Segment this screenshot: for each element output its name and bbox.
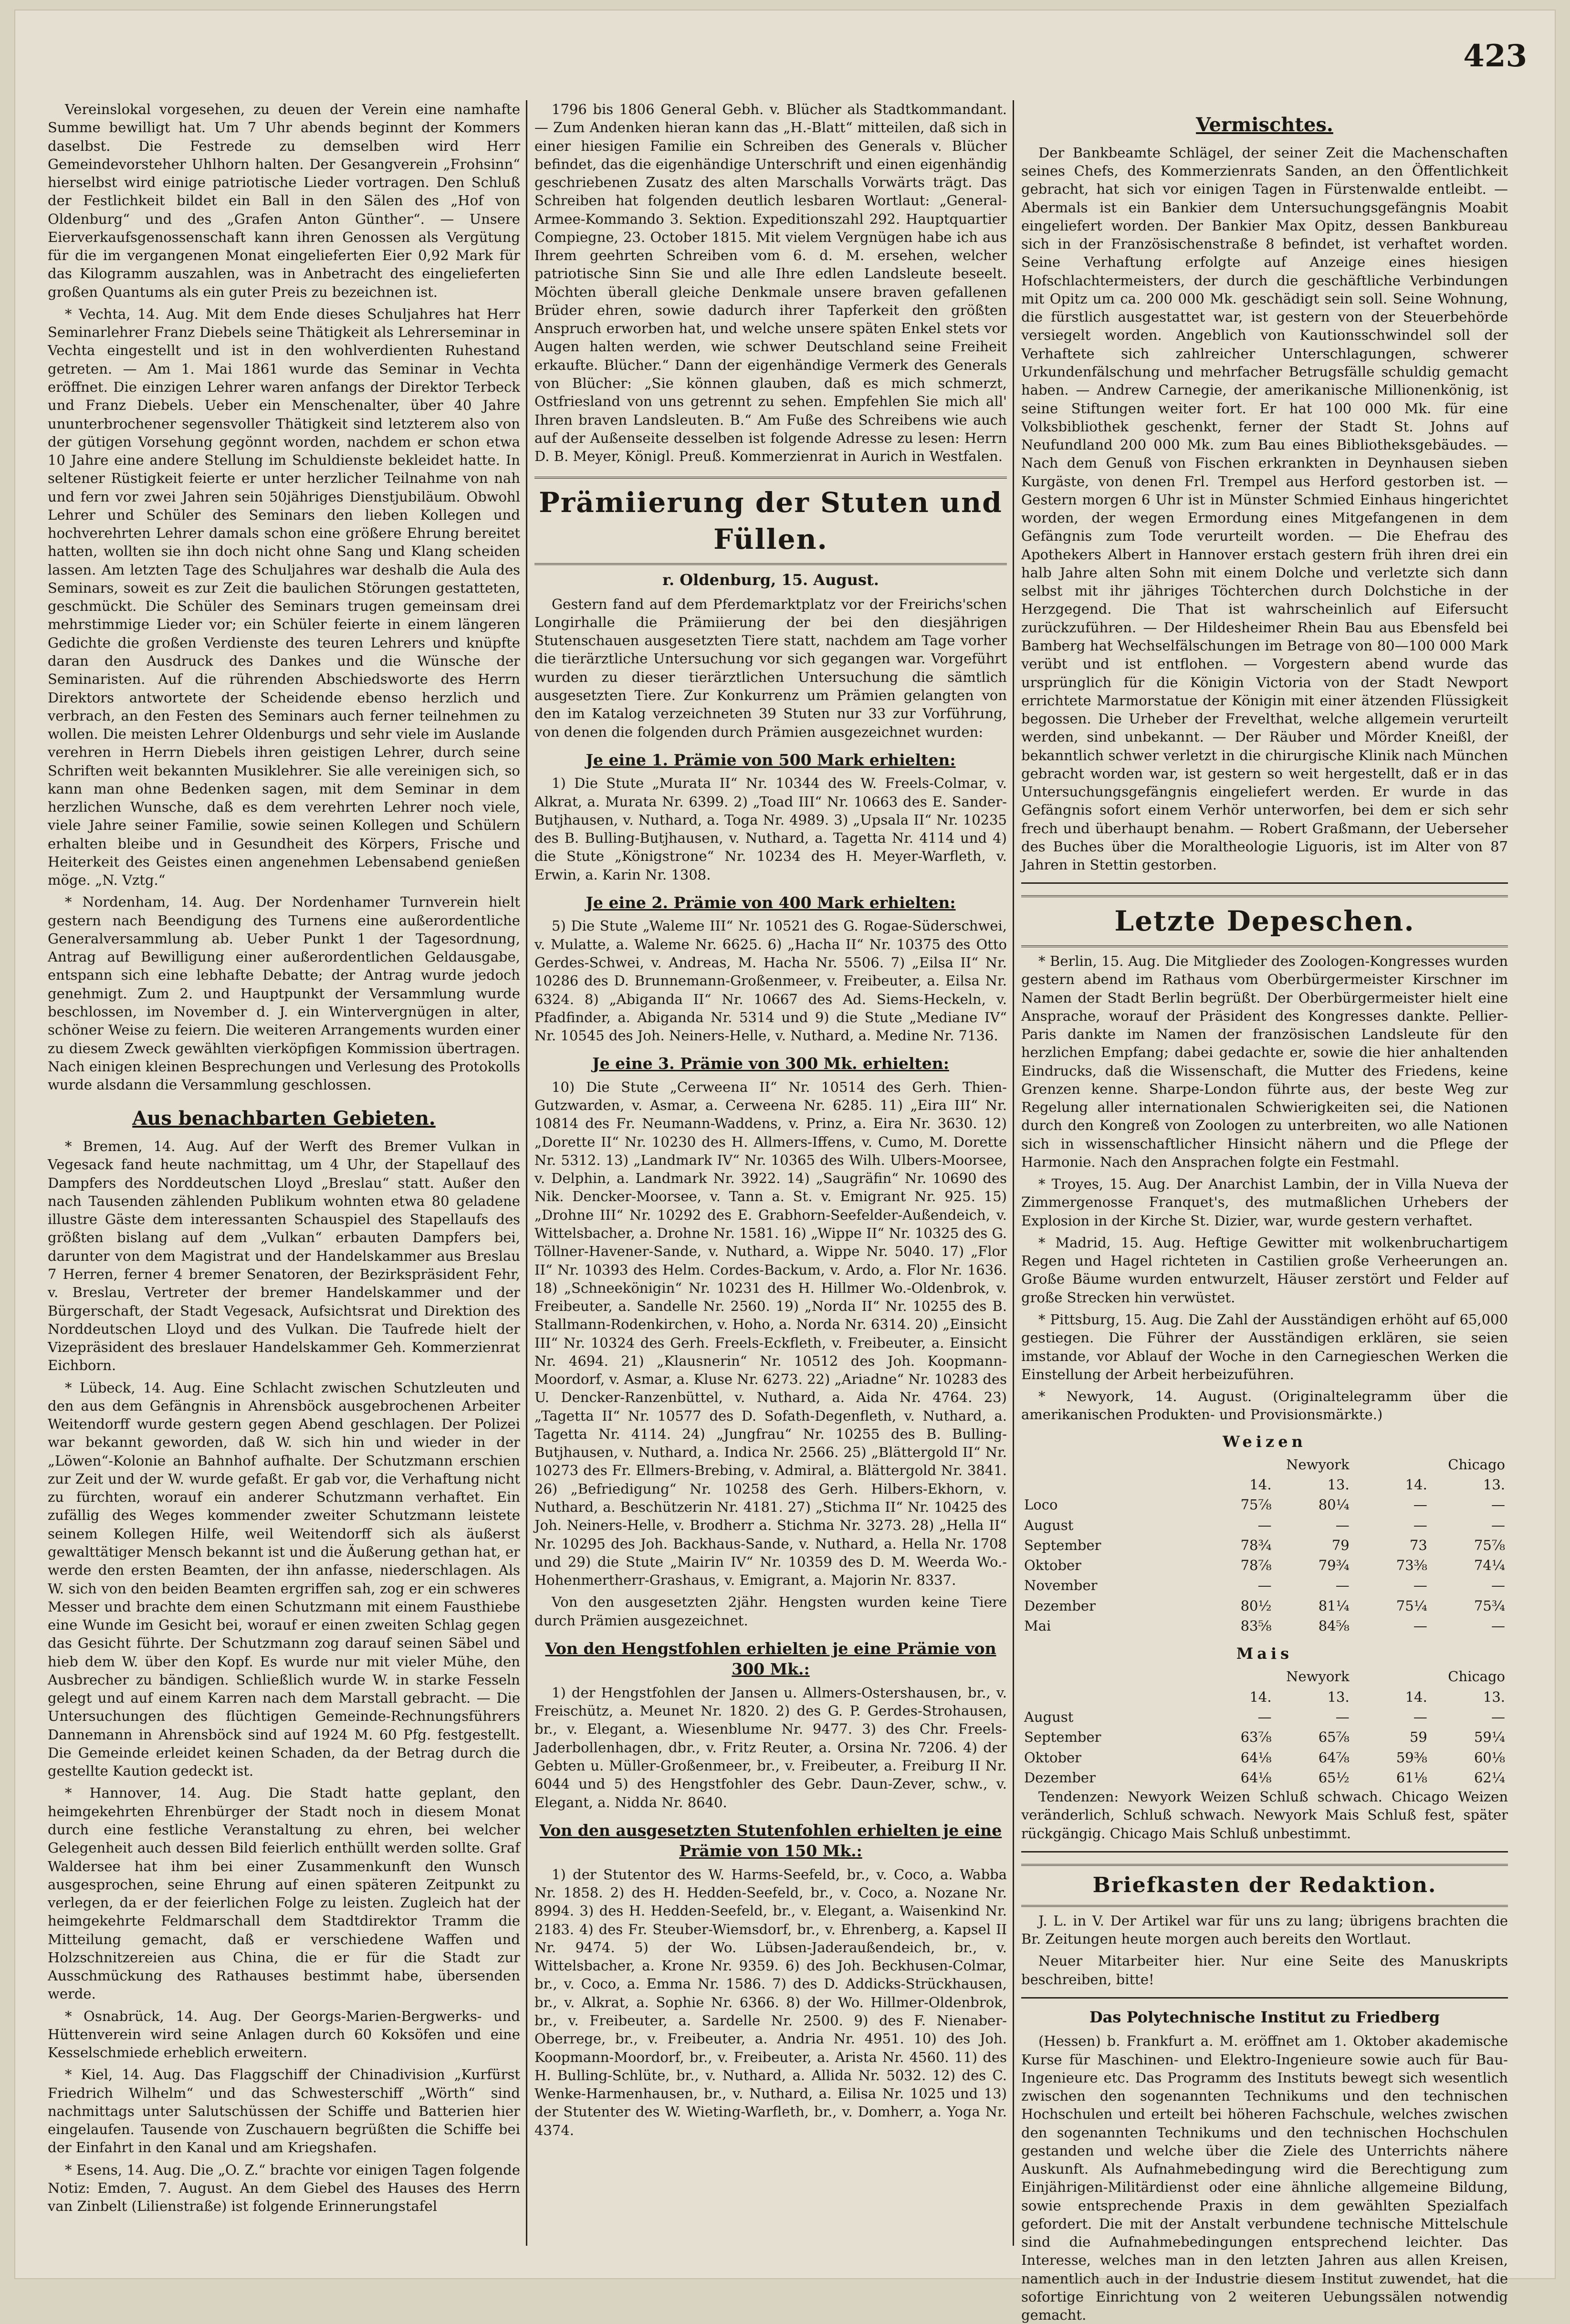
price-cell: 79¾: [1318, 1557, 1350, 1574]
date-header: 13.: [1327, 1688, 1350, 1705]
page-number: 423: [1463, 38, 1527, 74]
tendenzen: Tendenzen: Newyork Weizen Schluß schwach. Chicago Weizen veränderlich, Schluß schwach. Newyork Mais Schluß fest, später rückgängig. Chicago Mais Schluß unbestimmt.: [1021, 1789, 1508, 1842]
price-cell: 63⅞: [1240, 1729, 1272, 1746]
price-cell: —: [1413, 1617, 1427, 1634]
price-cell: 73⅜: [1396, 1557, 1427, 1574]
market-header: Chicago: [1448, 1456, 1505, 1473]
price-cell: 75⅞: [1474, 1537, 1505, 1553]
row-label: Mai: [1024, 1617, 1051, 1634]
price-cell: —: [1491, 1517, 1505, 1533]
price-cell: —: [1257, 1709, 1272, 1725]
price-cell: 61⅛: [1396, 1769, 1427, 1786]
prize-list: 1) Die Stute „Murata II“ Nr. 10344 des W. Freels-Colmar, v. Alkrat, a. Murata Nr. 6399. 2) „Toad III“ Nr. 10663 des E. Sander-Butjhausen, v. Nuthard, a. Toga Nr. 4989. 3) „Upsala II“ Nr. 10235 des B. Bulling-Butjhausen, v. Nuthard, a. Tagetta Nr. 4114 und 4) die Stute „Königstrone“ Nr. 10234 des H. Meyer-Warfleth, v. Erwin, a. Karin Nr. 1308.: [534, 775, 1007, 883]
row-label: August: [1024, 1709, 1074, 1725]
table-row: [1021, 1495, 1508, 1515]
price-cell: 59: [1409, 1729, 1427, 1746]
stallion-note: Von den ausgesetzten 2jähr. Hengsten wurden keine Tiere durch Prämien ausgezeichnet.: [534, 1594, 1007, 1629]
price-cell: 79: [1331, 1537, 1350, 1553]
column-divider: [526, 100, 527, 2246]
price-cell: —: [1491, 1577, 1505, 1594]
dispatch-berlin: * Berlin, 15. Aug. Die Mitglieder des Zoologen-Kongresses wurden gestern abend im Rathaus vom Oberbürgermeister Kirschner im Namen der Stadt Berlin begrüßt. Der Oberbürgermeister hielt eine Ansprache, worauf der Präsident des Kongresses dankte. Pellier-Paris dankte im Namen der französischen Landsleute für den herzlichen Empfang; dabei gedachte er, sowie die hier anhaltenden Eindrucks, daß die Wissenschaft, die Mutter des Friedens, keine Grenzen kenne. Sharpe-London führte aus, der beste Weg zur Regelung aller internationalen Schwierigkeiten sei, die Nationen durch den Kongreß von Zoologen zu unterbreiten, wo alle Nationen sich in wissenschaftlicher Hinsicht nähern und die Pflege der Harmonie. Nach den Ansprachen folgte ein Festmahl.: [1021, 953, 1508, 1170]
price-cell: —: [1257, 1577, 1272, 1594]
section-title: Vermischtes.: [1196, 114, 1333, 136]
price-cell: 64⅛: [1240, 1749, 1272, 1766]
prize-heading: Von den ausgesetzten Stutenfohlen erhielten je eine Prämie von 150 Mk.:: [539, 1821, 1002, 1861]
row-label: September: [1024, 1729, 1101, 1746]
price-cell: —: [1491, 1709, 1505, 1725]
column-3: [1021, 100, 1508, 2324]
price-cell: 81¼: [1318, 1597, 1350, 1614]
weizen-table: [1021, 1455, 1508, 1636]
column-1: [48, 100, 520, 2246]
price-cell: 60⅛: [1474, 1749, 1505, 1766]
price-cell: —: [1413, 1577, 1427, 1594]
article-hannover: * Hannover, 14. Aug. Die Stadt hatte geplant, den heimgekehrten Ehrenbürger der Stadt noch in diesem Monat durch eine festliche Veranstaltung zu ehren, bei welcher Gelegenheit auch dessen Bild feierlich enthüllt werden sollte. Graf Waldersee hat ihm bei einer Zusammenkunft den Wunsch ausgesprochen, seine Ehrung auf einen späteren Zeitpunkt zu verlegen, da er der feierlichen Folge zu leisten. Zugleich hat der heimgekehrte Feldmarschall dem Stadtdirektor Tramm die Mitteilung gemacht, daß er verschiedene Waffen und Holzschnitzereien aus China, die er für die Stadt zur Ausschmückung des Rathauses bestimmt habe, übersenden werde.: [48, 1785, 520, 2002]
date-header: 14.: [1405, 1476, 1427, 1493]
newspaper-page: [14, 10, 1556, 2324]
table-row: [1021, 1555, 1508, 1575]
price-cell: 84⅝: [1318, 1617, 1350, 1634]
table-row: [1021, 1707, 1508, 1727]
table-row: [1021, 1596, 1508, 1616]
article-continuation: 1796 bis 1806 General Gebh. v. Blücher als Stadtkommandant. — Zum Andenken hieran kann das „H.-Blatt“ mitteilen, daß sich in einer hiesigen Familie ein Schreiben des Generals v. Blücher befindet, das die eigenhändige Unterschrift und einen eigenhändig geschriebenen Zusatz des alten Marschalls Vorwärts trägt. Das Schreiben hat folgenden deutlich lesbaren Wortlaut: „General-Armee-Kommando 3. Sektion. Expeditionszahl 292. Hauptquartier Compiegne, 23. October 1815. Mit vielem Vergnügen habe ich aus Ihrem geehrten Schreiben vom 6. d. M. ersehen, welcher patriotische Sinn Sie und alle Ihre edlen Landsleute beseelt. Möchten überall gleiche Denkmale unsere braven gefallenen Brüder ehren, sowie dadurch ihrer Tapferkeit den größten Anspruch erworben hat, und welche unsere späten Enkel stets vor Augen halten werden, wie schwer Deutschland seine Freiheit erkaufte. Blücher.“ Dann der eigenhändige Vermerk des Generals von Blücher: „Sie können glauben, daß es mich schmerzt, Ostfriesland von uns getrennt zu sehen. Empfehlen Sie mich all' Ihren braven Landsleuten. B.“ Am Fuße des Schreibens wie auch auf der Außenseite desselben ist folgende Adresse zu lesen: Herrn D. B. Meyer, Königl. Preuß. Kommerzienrat in Aurich in Westfalen.: [534, 101, 1007, 465]
price-cell: 64⅛: [1240, 1769, 1272, 1786]
price-cell: 78⅞: [1240, 1557, 1272, 1574]
mais-table: [1021, 1666, 1508, 1788]
price-cell: 64⅞: [1318, 1749, 1350, 1766]
date-header: 14.: [1249, 1688, 1272, 1705]
prize-heading: Je eine 2. Prämie von 400 Mark erhielten:: [586, 893, 956, 912]
article-vechta: * Vechta, 14. Aug. Mit dem Ende dieses Schuljahres hat Herr Seminarlehrer Franz Diebels seine Thätigkeit als Lehrerseminar in Vechta eingestellt und ist in den wohlverdienten Ruhestand getreten. — Am 1. Mai 1861 wurde das Seminar in Vechta eröffnet. Die einzigen Lehrer waren anfangs der Direktor Terbeck und Franz Diebels. Ueber ein Menschenalter, über 40 Jahre ununterbrochener segensvoller Thätigkeit sind letzterem also von der gütigen Vorsehung gegönnt worden, nachdem er schon etwa 10 Jahre eine andere Stellung im Schuldienste bekleidet hatte. In seltener Rüstigkeit feierte er unter herzlicher Teilnahme von nah und fern vor zwei Jahren sein 50jähriges Dienstjubiläum. Obwohl Lehrer und Schüler des Seminars den lieben Kollegen und hochverehrten Lehrer damals schon eine größere Ehrung bereitet hatten, wollten sie ihn doch nicht ohne Sang und Klang scheiden lassen. Am letzten Tage des Schuljahres war deshalb die Aula des Seminars, soweit es zur Zeit die baulichen Störungen gestatteten, geschmückt. Die Schüler des Seminars trugen gemeinsam drei mehrstimmige Lieder vor; ein Schüler feierte in einem längeren Gedichte die großen Verdienste des teuren Lehrers und knüpfte daran den Ausdruck des Dankes und die Wünsche der Seminaristen. Auf die rührenden Abschiedsworte des Herrn Direktors antwortete der Scheidende ebenso herzlich und verbrach, an den Festen des Seminars auch ferner teilnehmen zu wollen. Die meisten Lehrer Oldenburgs und sehr viele im Auslande verehren in Herrn Diebels ihren geistigen Lehrer, durch seine Schriften weit bekannten Musiklehrer. Sie alle vereinigen sich, so kann man ohne Bedenken sagen, mit dem Seminar in dem herzlichen Wunsche, daß es dem verehrten Lehrer noch viele, viele Jahre seiner Familie, sowie seinen Kollegen und Schülern erhalten bleibe und in Gesundheit des Körpers, Frische und Heiterkeit des Geistes einen angenehmen Lebensabend genießen möge. „N. Vztg.“: [48, 305, 520, 889]
prize-list: 1) der Stutentor des W. Harms-Seefeld, br., v. Coco, a. Wabba Nr. 1858. 2) des H. Hedden-Seefeld, br., v. Coco, a. Nozane Nr. 8994. 3) des H. Hedden-Seefeld, br., v. Elegant, a. Waisenkind Nr. 2183. 4) des Fr. Steuber-Wiemsdorf, br., v. Ehrenberg, a. Kapsel II Nr. 9474. 5) der Wo. Lübsen-Jaderaußendeich, br., v. Wittelsbacher, a. Krone Nr. 9359. 6) des Joh. Beckhusen-Colmar, br., v. Coco, a. Emma Nr. 1586. 7) des D. Addicks-Strückhausen, br., v. Alkrat, a. Sophie Nr. 6366. 8) der Wo. Hillmer-Oldenbrok, br., v. Freibeuter, a. Sardelle Nr. 2500. 9) des F. Nienaber-Oberrege, br., v. Freibeuter, a. Andria Nr. 4951. 10) des Joh. Koopmann-Moordorf, br., v. Freibeuter, a. Arista Nr. 4560. 11) des H. Bulling-Schlüte, br., v. Nuthard, a. Allida Nr. 5032. 12) des C. Wenke-Harmenhausen, br., v. Nuthard, a. Eilisa Nr. 1025 und 13) der Stutenter des W. Wieting-Warfleth, br., v. Domherr, a. Yoga Nr. 4374.: [534, 1866, 1007, 2138]
headline-briefkasten: Briefkasten der Redaktion.: [1021, 1864, 1508, 1907]
table-row: [1021, 1616, 1508, 1636]
dateline: r. Oldenburg, 15. August.: [662, 571, 879, 589]
column-2: [534, 100, 1007, 2246]
table-row: [1021, 1575, 1508, 1595]
price-cell: 80¼: [1318, 1497, 1350, 1513]
article-osnabrueck: * Osnabrück, 14. Aug. Der Georgs-Marien-Bergwerks- und Hüttenverein wird seine Anlagen durch 60 Koksöfen und eine Kesselschmiede erheblich erweitern.: [48, 2008, 520, 2061]
price-cell: —: [1413, 1497, 1427, 1513]
market-header: Newyork: [1286, 1668, 1350, 1685]
date-header: 14.: [1405, 1688, 1427, 1705]
mais-title: Mais: [1236, 1644, 1293, 1663]
prize-list: 1) der Hengstfohlen der Jansen u. Allmers-Ostershausen, br., v. Freischütz, a. Meunet Nr. 1820. 2) des G. P. Gerdes-Strohausen, br., v. Elegant, a. Wiesenblume Nr. 9477. 3) des Chr. Freels-Jaderbollenhagen, dbr., v. Fritz Reuter, a. Orsina Nr. 7206. 4) der Gebten u. Müller-Großenmeer, br., v. Freibeuter, a. Freiburg II Nr. 6044 und 5) des Hengstfohler des Gebr. Daun-Zever, schw., v. Elegant, a. Nidda Nr. 8640.: [534, 1684, 1007, 1811]
date-header: 13.: [1327, 1476, 1350, 1493]
article-esens: * Esens, 14. Aug. Die „O. Z.“ brachte vor einigen Tagen folgende Notiz: Emden, 7. August. An dem Giebel des Hauses des Herrn van Zinbelt (Lilienstraße) ist folgende Erinnerungstafel: [48, 2161, 520, 2215]
price-cell: 65½: [1318, 1769, 1350, 1786]
table-row: [1021, 1515, 1508, 1535]
date-header: 14.: [1249, 1476, 1272, 1493]
row-label: Dezember: [1024, 1597, 1096, 1614]
row-label: Oktober: [1024, 1557, 1082, 1574]
table-row: [1021, 1727, 1508, 1747]
divider: [1021, 1997, 1508, 1999]
row-label: Loco: [1024, 1497, 1058, 1513]
institute-text: (Hessen) b. Frankfurt a. M. eröffnet am 1. Oktober akademische Kurse für Maschinen- und Elektro-Ingenieure sowie auch für Bau-Ingenieure etc. Das Programm des Instituts bewegt sich wesentlich zwischen den sogenannten Technikums und den technischen Hochschulen und erteilt bei höheren Fachschule, welches zwischen den sogenannten Technikums und den technischen Hochschulen gestanden und welche über die Ziele des Unterrichts nähere Auskunft. Als Aufnahmebedingung wird die Berechtigung zum Einjährigen-Militärdienst oder eine ähnliche allgemeine Bildung, sowie entsprechende Praxis in dem gewählten Spezialfach gefordert. Die mit der Anstalt verbundene technische Mittelschule sind die Aufnahmebedingungen entsprechend leichter. Das Interesse, welches man in den letzten Jahren aus allen Kreisen, namentlich auch in der Industrie diesem Institut zuwendet, hat die sofortige Einrichtung von 2 weiteren Uebungssälen notwendig gemacht.: [1021, 2033, 1508, 2324]
price-cell: —: [1413, 1517, 1427, 1533]
price-cell: —: [1257, 1517, 1272, 1533]
row-label: August: [1024, 1517, 1074, 1533]
article-luebeck: * Lübeck, 14. Aug. Eine Schlacht zwischen Schutzleuten und den aus dem Gefängnis in Ahrensböck ausgebrochenen Arbeiter Weitendorff wurde gestern gegen Abend geschlagen. Der Polizei war bekannt geworden, daß W. sich hin und wieder in der „Löwen“-Kolonie an Bahnhof aufhalte. Der Schutzmann erschien zur Zeit und der W. wurde gefaßt. Er gab vor, die Verhaftung nicht zu fürchten, worauf ein anderer Schutzmann verhaftet. Ein zufällig des Weges kommender zweiter Schutzmann leistete seinem Kollegen Hilfe, weil Weitendorff sich als äußerst gewalttätiger Mensch bekannt ist und die Äußerung gethan hat, er werde den ersten Beamten, der ihn anfasse, niederschlagen. Als W. sich von den beiden Beamten ergriffen sah, zog er ein schweres Messer und brachte dem einen Schutzmann mit einem Fausthiebe eine Wunde im Gesicht bei, worauf er einen zweiten Schlag gegen das Gesicht führte. Der Schutzmann zog darauf seinen Säbel und hieb dem W. über den Kopf. Es wurde nur mit vieler Mühe, den Ausbrecher zu bändigen. Schließlich wurde W. in starke Fesseln gelegt und auf einem Karren nach dem Marstall gebracht. — Die Untersuchungen des flüchtigen Gemeinde-Rechnungsführers Dannemann in Ahrensböck sind auf 1924 M. 60 Pfg. festgestellt. Die Gemeinde erleidet keinen Schaden, da der Betrag durch die gestellte Kaution gedeckt ist.: [48, 1379, 520, 1780]
dispatch-troyes: * Troyes, 15. Aug. Der Anarchist Lambin, der in Villa Nueva der Zimmergenosse Franquet's, des mutmaßlichen Urhebers der Explosion in der Kirche St. Dizier, war, wurde gestern verhaftet.: [1021, 1176, 1508, 1229]
price-cell: —: [1491, 1617, 1505, 1634]
brief-note: Neuer Mitarbeiter hier. Nur eine Seite des Manuskripts beschreiben, bitte!: [1021, 1953, 1508, 1988]
row-label: September: [1024, 1537, 1101, 1553]
table-row: [1021, 1748, 1508, 1768]
price-cell: 65⅞: [1318, 1729, 1350, 1746]
price-cell: 62¼: [1474, 1769, 1505, 1786]
price-cell: 83⅝: [1240, 1617, 1272, 1634]
prize-list: 5) Die Stute „Waleme III“ Nr. 10521 des G. Rogae-Süderschwei, v. Mulatte, a. Waleme Nr. 6625. 6) „Hacha II“ Nr. 10375 des Otto Gerdes-Schwei, v. Andreas, M. Hacha Nr. 5506. 7) „Eilsa II“ Nr. 10286 des D. Brunnemann-Großenmeer, v. Freibeuter, a. Eilsa Nr. 6324. 8) „Abiganda II“ Nr. 10667 des Ad. Siems-Heckeln, v. Pfadfinder, a. Abiganda Nr. 5314 und 9) die Stute „Mediane IV“ Nr. 10545 des Joh. Neiners-Helle, v. Nuthard, a. Medine Nr. 7136.: [534, 918, 1007, 1044]
row-label: Dezember: [1024, 1769, 1096, 1786]
table-row: [1021, 1768, 1508, 1788]
headline-praemiierung: Prämiierung der Stuten und Füllen.: [534, 477, 1007, 565]
table-row: [1021, 1535, 1508, 1555]
price-cell: 73: [1409, 1537, 1427, 1553]
article-kiel: * Kiel, 14. Aug. Das Flaggschiff der Chinadivision „Kurfürst Friedrich Wilhelm“ und das Schwesterschiff „Wörth“ sind nachmittags unter Salutschüssen der Schiffe und Batterien hier eingelaufen. Tausende von Zuschauern begrüßten die Schiffe bei der Einfahrt in den Kanal und am Kriegshafen.: [48, 2066, 520, 2156]
prize-list: 10) Die Stute „Cerweena II“ Nr. 10514 des Gerh. Thien-Gutzwarden, v. Asmar, a. Cerweena Nr. 6285. 11) „Eira III“ Nr. 10814 des Fr. Neumann-Waddens, v. Prinz, a. Eira Nr. 3630. 12) „Dorette II“ Nr. 10230 des H. Allmers-Iffens, v. Cumo, M. Dorette Nr. 5312. 13) „Landmark IV“ Nr. 10365 des Wilh. Ulbers-Moorsee, v. Delphin, a. Landmark Nr. 3922. 14) „Saugräfin“ Nr. 10690 des Nik. Dencker-Moorsee, v. Tann a. St. v. Emigrant Nr. 925. 15) „Drohne III“ Nr. 10292 des E. Grabhorn-Seefelder-Außendeich, v. Wittelsbacher, a. Drohne Nr. 1581. 16) „Wippe II“ Nr. 10325 des G. Töllner-Havener-Sande, v. Nuthard, a. Wippe Nr. 5040. 17) „Flor II“ Nr. 10393 des Helm. Cordes-Backum, v. Ardo, a. Flor Nr. 1636. 18) „Schneekönigin“ Nr. 10231 des H. Hillmer Wo.-Oldenbrok, v. Freibeuter, a. Sandelle Nr. 2560. 19) „Norda II“ Nr. 10255 des B. Stallmann-Rodenkirchen, v. Hoho, a. Norda Nr. 6314. 20) „Einsicht III“ Nr. 10324 des Gerh. Freels-Eckfleth, v. Freibeuter, a. Einsicht Nr. 4694. 21) „Klausnerin“ Nr. 10512 des Joh. Koopmann-Moordorf, v. Asmar, a. Kluse Nr. 6273. 22) „Ariadne“ Nr. 10283 des U. Dencker-Ranzenbüttel, v. Nuthard, a. Aida Nr. 4764. 23) „Tagetta II“ Nr. 10577 des D. Sofath-Degenfleth, v. Nuthard, a. Tagetta Nr. 4114. 24) „Jungfrau“ Nr. 10255 des B. Bulling-Butjhausen, v. Nuthard, a. Indica Nr. 2566. 25) „Blättergold II“ Nr. 10273 des Fr. Ellmers-Brebing, v. Admiral, a. Blättergold Nr. 3841. 26) „Befriedigung“ Nr. 10258 des Gerh. Hilbers-Ekhorn, v. Nuthard, a. Beschützerin Nr. 4181. 27) „Stichma II“ Nr. 10425 des Joh. Neiners-Helle, v. Brodherr a. Stichma Nr. 3273. 28) „Hella II“ Nr. 10295 des Joh. Backhaus-Sande, v. Nuthard, a. Hella Nr. 1708 und 29) die Stute „Mairin IV“ Nr. 10359 des D. M. Weerda Wo.-Hohenmertherr-Grashaus, v. Emigrant, a. Majorin Nr. 8337.: [534, 1078, 1007, 1589]
price-cell: —: [1335, 1577, 1350, 1594]
market-header: Chicago: [1448, 1668, 1505, 1685]
price-cell: 78¾: [1240, 1537, 1272, 1553]
dispatch-pittsburg: * Pittsburg, 15. Aug. Die Zahl der Ausständigen erhöht auf 65,000 gestiegen. Die Führer der Ausständigen erklären, sie seien imstande, vor Ablauf der Woche in den Carnegieschen Werken die Einstellung der Arbeit herbeizuführen.: [1021, 1311, 1508, 1382]
prize-heading: Je eine 1. Prämie von 500 Mark erhielten:: [586, 750, 956, 769]
weizen-title: Weizen: [1223, 1432, 1307, 1451]
brief-note: J. L. in V. Der Artikel war für uns zu lang; übrigens brachten die Br. Zeitungen heute morgen auch bereits den Wortlaut.: [1021, 1912, 1508, 1947]
price-cell: 75¾: [1474, 1597, 1505, 1614]
headline-depeschen: Letzte Depeschen.: [1021, 895, 1508, 947]
divider: [1021, 882, 1508, 884]
date-header: 13.: [1483, 1688, 1505, 1705]
divider: [1021, 1851, 1508, 1853]
price-cell: 74¼: [1474, 1557, 1505, 1574]
price-cell: —: [1335, 1709, 1350, 1725]
price-cell: —: [1335, 1517, 1350, 1533]
vermischtes-text: Der Bankbeamte Schlägel, der seiner Zeit die Machenschaften seines Chefs, des Kommerzienrats Sanden, an den Öffentlichkeit gebracht, hat sich vor einigen Tagen in Fürstenwalde entleibt. — Abermals ist ein Bankier dem Untersuchungsgefängnis Moabit eingeliefert worden. Der Bankier Max Opitz, dessen Bankbureau sich in der Französischenstraße 8 befindet, ist verhaftet worden. Seine Verhaftung erfolgte auf Anzeige eines hiesigen Hofschlachtermeisters, der durch die geschäftliche Verbindungen mit Opitz um ca. 200 000 Mk. geschädigt sein soll. Seine Wohnung, die fürstlich ausgestattet war, ist gestern von der Steuerbehörde versiegelt worden. Angeblich von Kautionsschwindel soll der Verhaftete sich zahlreicher Unterschlagungen, schwerer Urkundenfälschung und mehrfacher Betrugsfälle schuldig gemacht haben. — Andrew Carnegie, der amerikanische Millionenkönig, ist seine Stiftungen weiter fort. Er hat 100 000 Mk. für eine Volksbibliothek geschenkt, ferner der Stadt St. Johns auf Neufundland 200 000 Mk. zum Bau eines Bibliotheksgebäudes. — Nach dem Genuß von Fischen erkrankten in Deynhausen sieben Kurgäste, von denen Frl. Trempel aus Herford gestorben ist. — Gestern morgen 6 Uhr ist in Münster Schmied Einhaus hingerichtet worden, der wegen Ermordung eines Mitgefangenen in dem Gefängnis zum Tode verurteilt worden. — Die Ehefrau des Apothekers Albert in Hannover erstach gestern früh ihren drei ein halb Jahre alten Sohn mit einem Dolche und verletzte sich dann selbst mit ihr jähriges Töchterchen durch Dolchstiche in der Herzgegend. Die That ist wahrscheinlich auf Eifersucht zurückzuführen. — Der Hildesheimer Rhein Bau aus Ebensfeld bei Bamberg hat Wechselfälschungen im Betrage von 80—100 000 Mark verübt und ist entflohen. — Vorgestern abend wurde das ursprünglich für die Königin Victoria von der Stadt Newport errichtete Marmorstatue der Königin mit einer ätzenden Flüssigkeit begossen. Die Urheber der Frevelthat, welche allgemein verurteilt werden, sind unbekannt. — Der Räuber und Mörder Kneißl, der bekanntlich schwer verletzt in die chirurgische Klinik nach München gebracht worden war, ist gestern so weit hergestellt, daß er in das Untersuchungsgefängnis eingeliefert werden. Er wurde in das Gefängnis sofort einem Verhör unterworfen, bei dem er sich sehr frech und überhaupt benahm. — Robert Graßmann, der Ueberseher des Buches über die Moraltheologie Liguoris, ist im Alter von 87 Jahren in Stettin gestorben.: [1021, 144, 1508, 873]
dispatch-newyork: * Newyork, 14. August. (Originaltelegramm über die amerikanischen Produkten- und Provisionsmärkte.): [1021, 1388, 1508, 1423]
lead-paragraph: Gestern fand auf dem Pferdemarktplatz vor der Freirichs'schen Longirhalle die Prämiierung der bei den diesjährigen Stutenschauen ausgesetzten Tiere statt, nachdem am Tage vorher die tierärztliche Untersuchung vor sich gegangen war. Vorgeführt wurden zu dieser tierärztlichen Untersuchung die sämtlich ausgesetzten Tiere. Zur Konkurrenz um Prämien gelangten von den im Katalog verzeichneten 39 Stuten nur 33 zur Vorführung, von denen die folgenden durch Prämien ausgezeichnet wurden:: [534, 596, 1007, 740]
price-cell: 75¼: [1396, 1597, 1427, 1614]
institute-title: Das Polytechnische Institut zu Friedberg: [1089, 2008, 1440, 2026]
row-label: Oktober: [1024, 1749, 1082, 1766]
price-cell: 75⅞: [1240, 1497, 1272, 1513]
article-bremen: * Bremen, 14. Aug. Auf der Werft des Bremer Vulkan in Vegesack fand heute nachmittag, um 4 Uhr, der Stapellauf des Dampfers des Norddeutschen Lloyd „Breslau“ statt. Außer den nach Tausenden zählenden Publikum wohnten etwa 80 geladene illustre Gäste dem interessanten Schauspiel des Stapellaufs des größten bislang auf dem „Vulkan“ erbauten Dampfers bei, darunter von dem Magistrat und der Handelskammer aus Breslau 7 Herren, ferner 4 bremer Senatoren, der Bezirkspräsident Fehr, v. Breslau, Vertreter der bremer Handelskammer und der Bürgerschaft, der Stadt Vegesack, Aufsichtsrat und Direktion des Norddeutschen Lloyd und des Vulkan. Die Taufrede hielt der Vizepräsident des breslauer Handelskammer Geh. Kommerzienrat Eichborn.: [48, 1138, 520, 1374]
section-title: Aus benachbarten Gebieten.: [132, 1107, 436, 1130]
price-cell: 59⅜: [1396, 1749, 1427, 1766]
article-paragraph: Vereinslokal vorgesehen, zu deuen der Verein eine namhafte Summe bewilligt hat. Um 7 Uhr abends beginnt der Kommers daselbst. Die Festrede zu demselben wird Herr Gemeindevorsteher Uhlhorn halten. Der Gesangverein „Frohsinn“ hierselbst wird einige patriotische Lieder vortragen. Den Schluß der Festlichkeit bildet ein Ball in den Sälen des „Hof von Oldenburg“ und des „Grafen Anton Günther“. — Unsere Eierverkaufsgenossenschaft kann ihren Genossen als Vergütung für die im vergangenen Monat eingelieferten Eier 0,92 Mark für das Kilogramm auszahlen, was in Anbetracht des eingelieferten großen Quantums als ein guter Preis zu bezeichnen ist.: [48, 101, 520, 300]
article-nordenham: * Nordenham, 14. Aug. Der Nordenhamer Turnverein hielt gestern nach Beendigung des Turnens eine außerordentliche Generalversammlung ab. Ueber Punkt 1 der Tagesordnung, Antrag auf Bewilligung einer außerordentlichen Geldausgabe, entspann sich eine lebhafte Debatte; der Antrag wurde jedoch genehmigt. Zum 2. und Hauptpunkt der Versammlung wurde beschlossen, im November d. J. ein Wintervergnügen in alter, schöner Weise zu feiern. Die weiteren Arrangements wurden einer zu diesem Zweck gewählten vierköpfigen Kommission übertragen. Nach einigen kleinen Besprechungen und Verlesung des Protokolls wurde alsdann die Versammlung geschlossen.: [48, 894, 520, 1093]
market-header: Newyork: [1286, 1456, 1350, 1473]
column-divider: [1013, 100, 1014, 2246]
prize-heading: Je eine 3. Prämie von 300 Mk. erhielten:: [592, 1054, 949, 1073]
row-label: November: [1024, 1577, 1098, 1594]
dispatch-madrid: * Madrid, 15. Aug. Heftige Gewitter mit wolkenbruchartigem Regen und Hagel richteten in Castilien große Verheerungen an. Große Bäume wurden entwurzelt, Häuser zerstört und Felder auf große Strecken hin verwüstet.: [1021, 1234, 1508, 1306]
price-cell: 59¼: [1474, 1729, 1505, 1746]
price-cell: —: [1413, 1709, 1427, 1725]
price-cell: —: [1491, 1497, 1505, 1513]
price-cell: 80½: [1240, 1597, 1272, 1614]
prize-heading: Von den Hengstfohlen erhielten je eine Prämie von 300 Mk.:: [545, 1639, 996, 1679]
date-header: 13.: [1483, 1476, 1505, 1493]
